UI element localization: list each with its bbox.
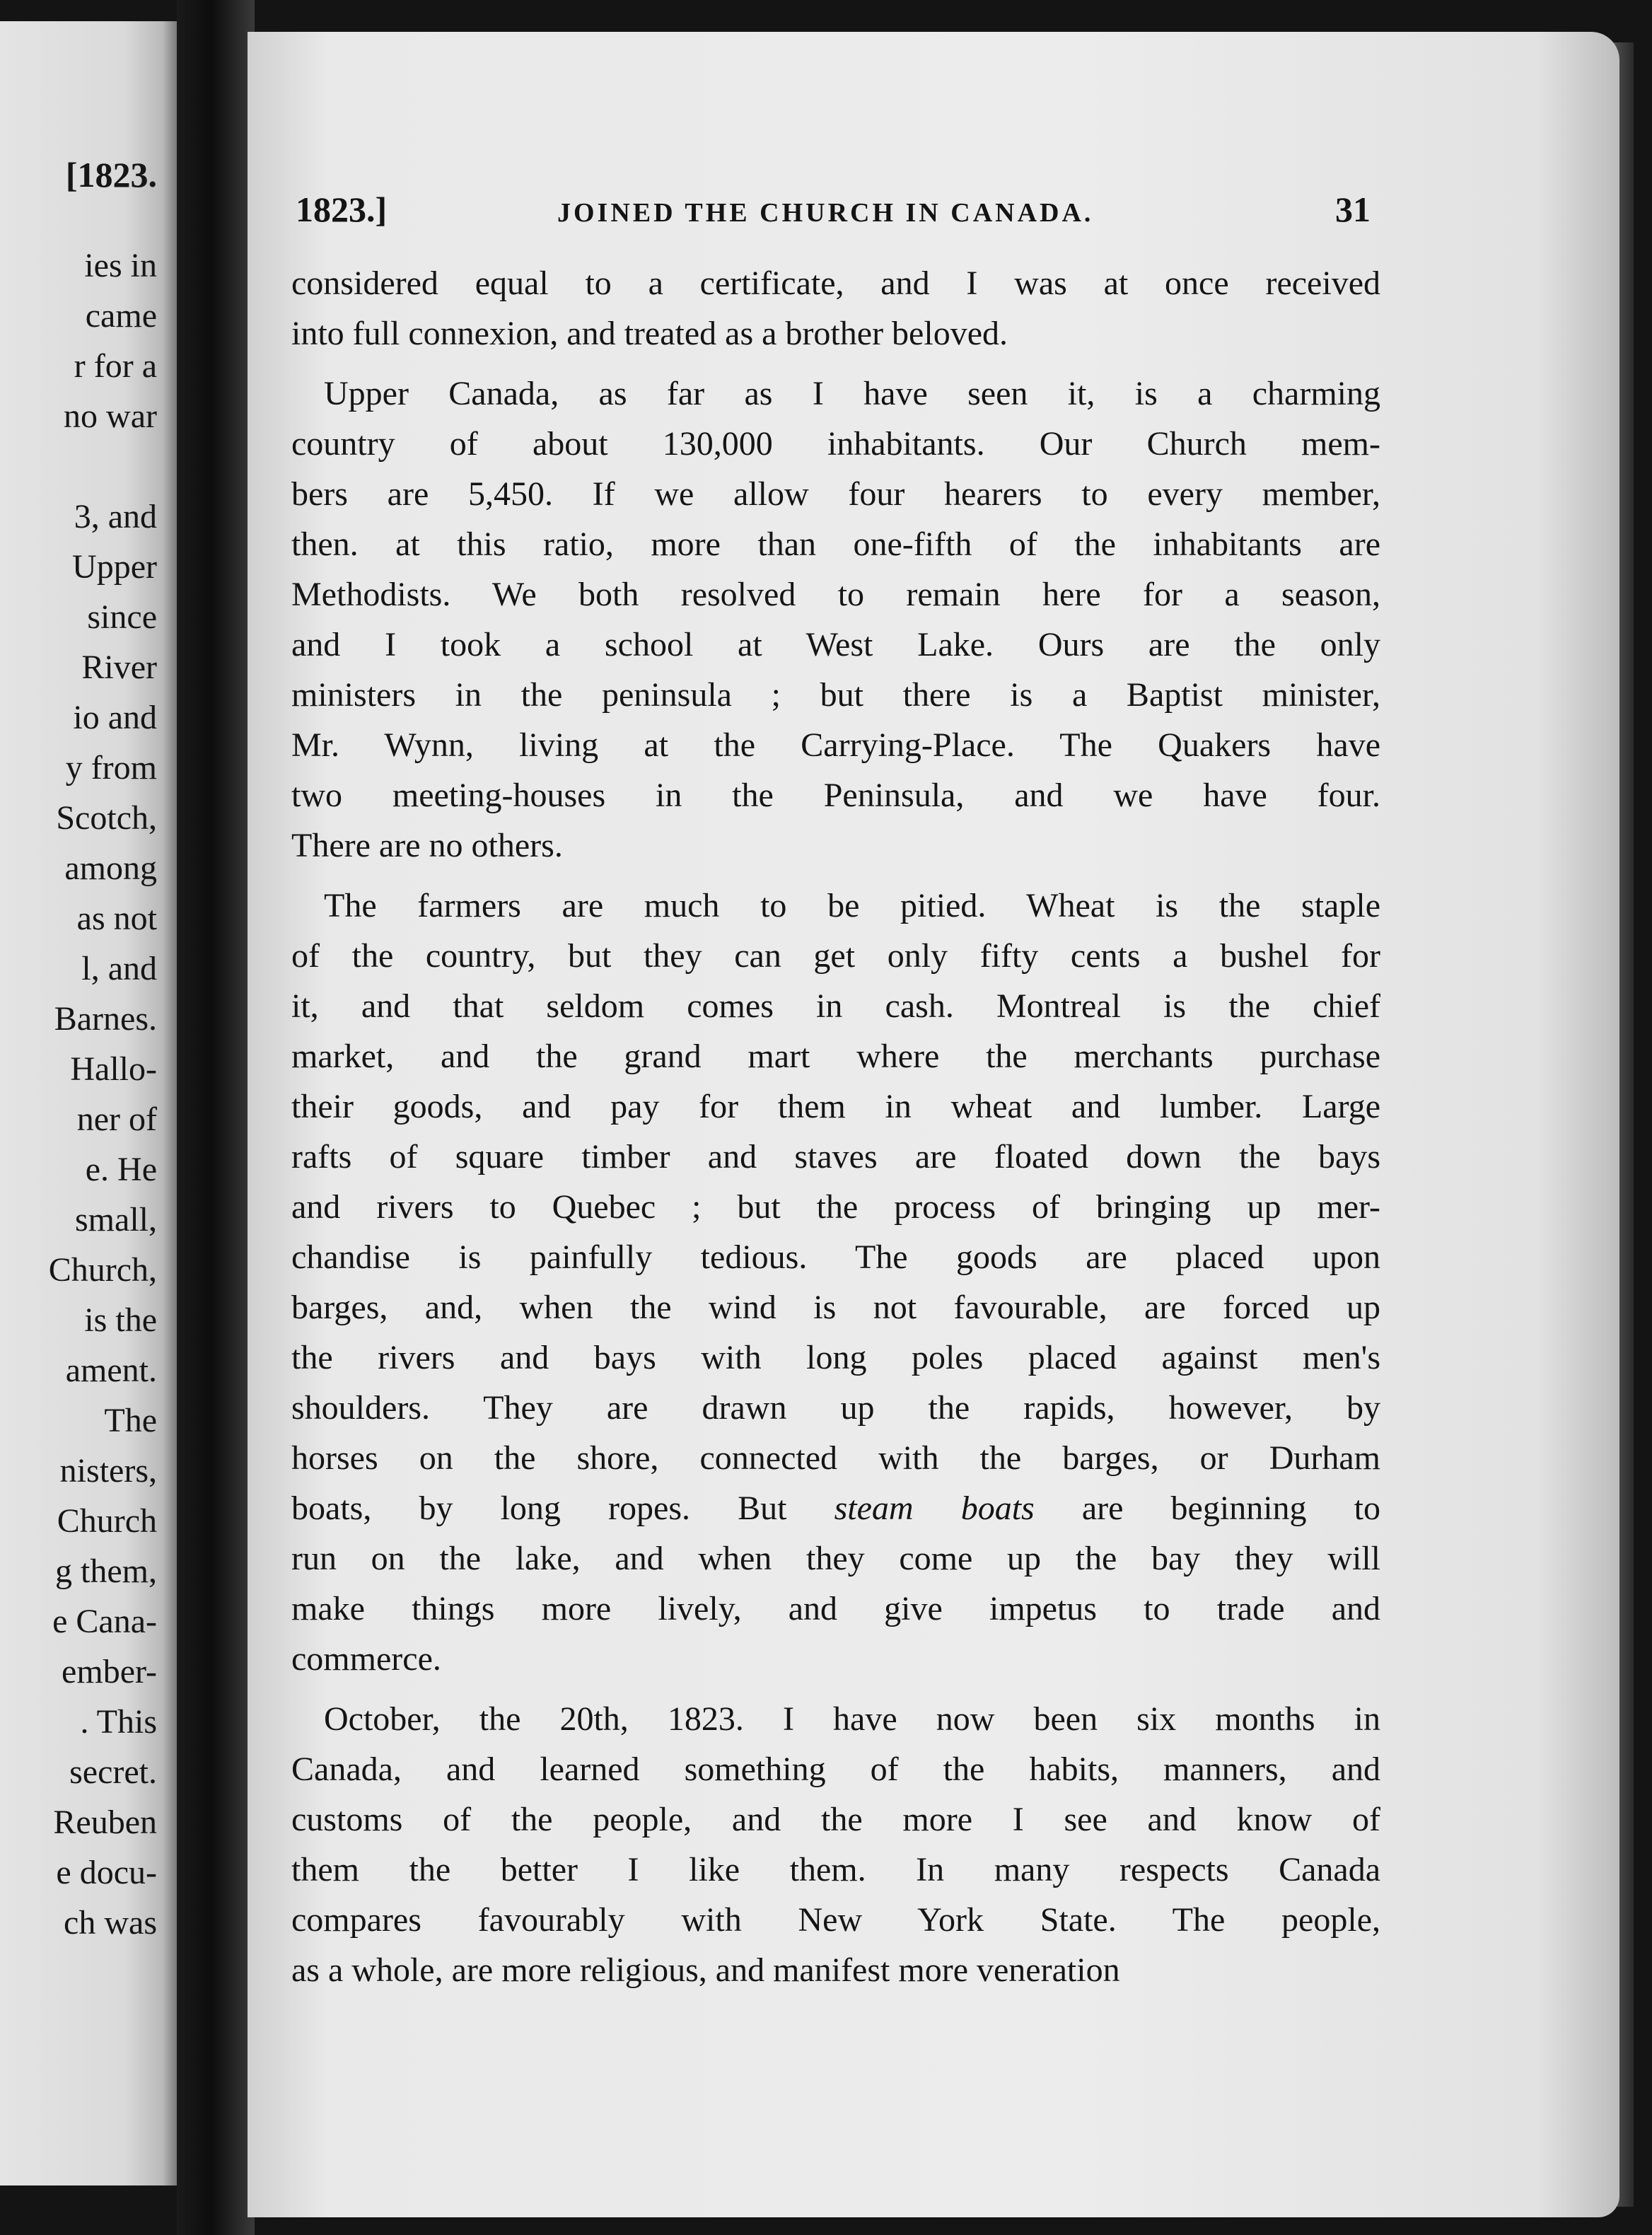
previous-page-line: Hallo- [70, 1050, 157, 1088]
paragraph-gap [291, 359, 1380, 368]
text-line: Mr. Wynn, living at the Carrying-Place. The Quakers have [291, 726, 1380, 764]
previous-page-line: no war [64, 397, 157, 435]
text-line: October, the 20th, 1823. I have now been six months in [324, 1700, 1380, 1738]
text-line: The farmers are much to be pitied. Wheat is the staple [324, 887, 1380, 924]
previous-page-line: e. He [85, 1151, 157, 1188]
paragraph [291, 881, 1380, 1684]
previous-page-line: came [85, 297, 157, 335]
previous-page-line: The [104, 1402, 157, 1439]
text-line: horses on the shore, connected with the barges, or Durham [291, 1439, 1380, 1477]
previous-page-fragment [0, 21, 177, 2185]
text-line: market, and the grand mart where the merchants purchase [291, 1038, 1380, 1075]
previous-page-line: io and [73, 699, 157, 736]
text-line: their goods, and pay for them in wheat and lumber. Large [291, 1088, 1380, 1125]
previous-page-line: Church [57, 1502, 157, 1540]
text-line: it, and that seldom comes in cash. Montreal is the chief [291, 987, 1380, 1025]
text-line: There are no others. [291, 827, 563, 864]
previous-page-line: River [81, 649, 157, 686]
page-number: 31 [1335, 190, 1371, 229]
previous-page-line: nisters, [59, 1452, 157, 1490]
book-gutter [177, 0, 255, 2235]
previous-page-line: e docu- [56, 1854, 157, 1891]
text-line: and rivers to Quebec ; but the process of bringing up mer- [291, 1188, 1380, 1226]
text-line: country of about 130,000 inhabitants. Our Church mem- [291, 425, 1380, 463]
text-line: make things more lively, and give impetus to trade and [291, 1590, 1380, 1627]
previous-page-line: r for a [74, 347, 157, 385]
previous-page-line: small, [75, 1201, 157, 1238]
text-line: rafts of square timber and staves are floated down the bays [291, 1138, 1380, 1175]
text-line: as a whole, are more religious, and manifest more veneration [291, 1951, 1120, 1989]
text-line: of the country, but they can get only fifty cents a bushel for [291, 937, 1380, 975]
previous-page-running-head: [1823. [65, 155, 157, 195]
previous-page-line: ament. [65, 1352, 157, 1389]
paragraph [291, 1694, 1380, 1995]
text-line: boats, by long ropes. But steam boats are beginning to [291, 1490, 1380, 1527]
text-line: Upper Canada, as far as I have seen it, is a charming [324, 375, 1380, 412]
previous-page-line: ch was [64, 1904, 157, 1941]
previous-page-line: ember- [62, 1653, 157, 1690]
body-text [291, 258, 1380, 1995]
text-line: bers are 5,450. If we allow four hearers to every member, [291, 475, 1380, 513]
previous-page-line: g them, [55, 1552, 157, 1590]
previous-page-line: Barnes. [54, 1000, 157, 1038]
text-line: into full connexion, and treated as a brother beloved. [291, 315, 1008, 352]
text-line: compares favourably with New York State. The people, [291, 1901, 1380, 1939]
previous-page-line: y from [65, 749, 157, 786]
text-line: Canada, and learned something of the habits, manners, and [291, 1751, 1380, 1788]
text-line: ministers in the peninsula ; but there is a Baptist minister, [291, 676, 1380, 714]
previous-page-line: e Cana- [52, 1603, 157, 1640]
text-line: Methodists. We both resolved to remain here for a season, [291, 576, 1380, 613]
previous-page-line: since [87, 598, 157, 636]
text-line: two meeting-houses in the Peninsula, and we have four. [291, 777, 1380, 814]
previous-page-line: Upper [72, 548, 157, 586]
previous-page-line: 3, and [74, 498, 157, 535]
running-head [296, 189, 1371, 238]
running-head-title: JOINED THE CHURCH IN CANADA. [557, 198, 1094, 228]
previous-page-line: ies in [84, 247, 157, 284]
running-head-year: 1823.] [296, 190, 388, 229]
text-line: shoulders. They are drawn up the rapids, however, by [291, 1389, 1380, 1427]
previous-page-line [49, 441, 157, 492]
previous-page-line: is the [84, 1301, 157, 1339]
text-line: them the better I like them. In many respects Canada [291, 1851, 1380, 1888]
text-line: run on the lake, and when they come up the bay they will [291, 1540, 1380, 1577]
text-line: then. at this ratio, more than one-fifth of the inhabitants are [291, 526, 1380, 563]
text-line: and I took a school at West Lake. Ours are the only [291, 626, 1380, 663]
paragraph [291, 258, 1380, 359]
paragraph-gap [291, 1684, 1380, 1694]
previous-page-line: secret. [69, 1753, 157, 1791]
previous-page-line: among [64, 849, 157, 887]
paragraph-gap [291, 871, 1380, 881]
text-line: chandise is painfully tedious. The goods are placed upon [291, 1238, 1380, 1276]
text-line: commerce. [291, 1640, 441, 1678]
italic-phrase: steam boats [834, 1490, 1035, 1527]
previous-page-line: . This [80, 1703, 157, 1741]
previous-page-lines [49, 240, 157, 1948]
previous-page-line: ner of [76, 1101, 157, 1138]
text-line: the rivers and bays with long poles placed against men's [291, 1339, 1380, 1376]
previous-page-line: Scotch, [56, 799, 157, 837]
previous-page-line: as not [76, 900, 157, 937]
previous-page-line: l, and [81, 950, 157, 987]
book-page [248, 32, 1619, 2217]
text-line: considered equal to a certificate, and I was at once received [291, 265, 1380, 302]
text-line: barges, and, when the wind is not favourable, are forced up [291, 1289, 1380, 1326]
paragraph [291, 368, 1380, 871]
previous-page-line: Church, [48, 1251, 157, 1289]
text-line: customs of the people, and the more I see and know of [291, 1801, 1380, 1838]
previous-page-line: Reuben [53, 1804, 157, 1841]
